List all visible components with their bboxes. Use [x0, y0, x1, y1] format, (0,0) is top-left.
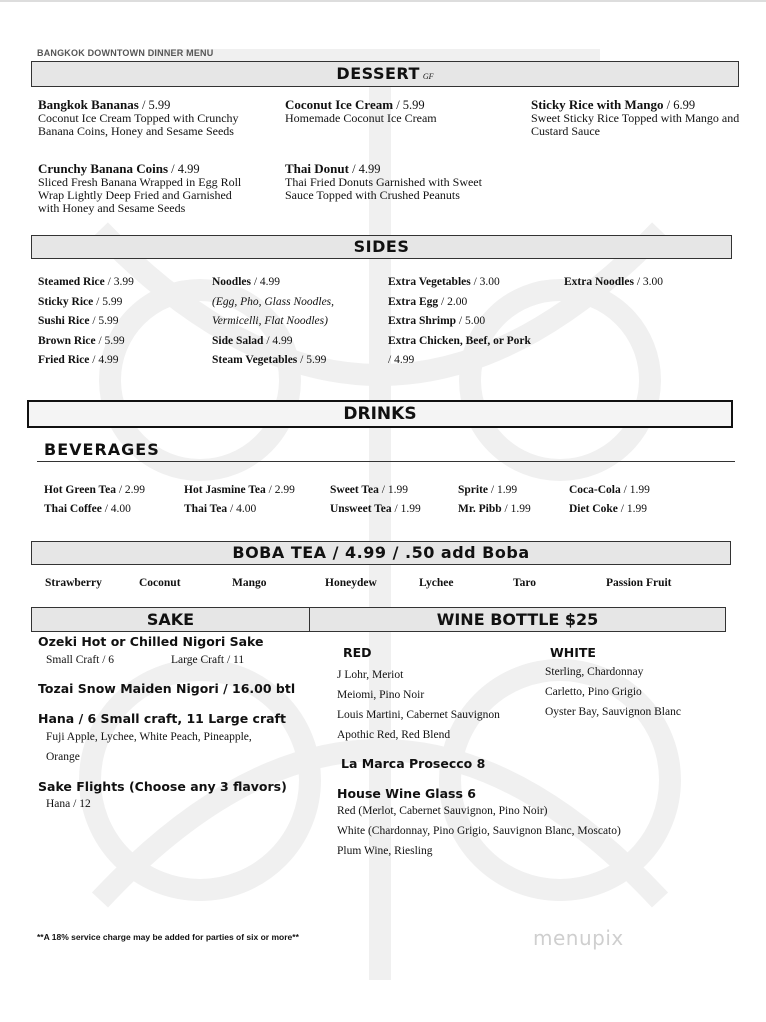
beverage-item: Sprite / 1.99 [458, 484, 518, 496]
side-item: Extra Vegetables / 3.00 [388, 276, 500, 288]
beverage-item: Thai Coffee / 4.00 [44, 503, 131, 515]
wine-house-list [337, 801, 621, 861]
menupix-watermark: menupix [533, 926, 624, 950]
noodles-note: Vermicelli, Flat Noodles) [212, 315, 328, 328]
sides-column-rice [38, 273, 208, 371]
side-item: Side Salad / 4.99 [212, 334, 293, 347]
boba-flavor: Taro [513, 577, 537, 589]
noodles-note: (Egg, Pho, Glass Noodles, [212, 295, 335, 308]
wine-item: Sterling, Chardonnay [545, 666, 644, 678]
side-item: Steamed Rice / 3.99 [38, 276, 134, 288]
beverage-column [330, 481, 421, 519]
beverage-column [184, 481, 295, 519]
dessert-title: DESSERT [336, 64, 420, 83]
sake-ozeki-name: Ozeki Hot or Chilled Nigori Sake [38, 634, 264, 649]
sake-hana-flavors: Fuji Apple, Lychee, White Peach, Pineapple, Orange [46, 731, 252, 763]
wine-prosecco: La Marca Prosecco 8 [341, 756, 486, 771]
side-item-price: / 4.99 [388, 354, 415, 367]
wine-red-title: RED [343, 645, 372, 660]
side-item: Extra Chicken, Beef, or Pork [388, 334, 531, 347]
beverage-column [569, 481, 650, 519]
wine-item: Meiomi, Pino Noir [337, 689, 425, 701]
sides-header [31, 235, 732, 259]
service-charge-note: **A 18% service charge may be added for parties of six or more** [37, 932, 299, 942]
sides-column-noodles-extra [564, 273, 724, 293]
sake-title: SAKE [146, 610, 195, 629]
dessert-item: Sticky Rice with Mango / 6.99 Sweet Sticky Rice Topped with Mango and Custard Sauce [531, 97, 740, 138]
sake-ozeki-small: Small Craft / 6 [46, 654, 115, 666]
menu-subtitle: BANGKOK DOWNTOWN DINNER MENU [37, 48, 214, 58]
wine-item: White (Chardonnay, Pino Grigio, Sauvignon Blanc, Moscato) [337, 825, 621, 837]
sides-column-extras [388, 273, 563, 371]
wine-red-list [337, 665, 500, 745]
side-item: Sushi Rice / 5.99 [38, 315, 119, 328]
dessert-item: Bangkok Bananas / 5.99 Coconut Ice Cream Topped with Crunchy Banana Coins, Honey and Sesame Seeds [38, 97, 239, 138]
dessert-item: Thai Donut / 4.99 Thai Fried Donuts Garnished with Sweet Sauce Topped with Crushed Peanuts [285, 161, 482, 202]
sake-ozeki-large: Large Craft / 11 [171, 654, 245, 666]
side-item: Sticky Rice / 5.99 [38, 295, 123, 308]
wine-white-list [545, 662, 681, 722]
sake-flights-price: Hana / 12 [46, 798, 91, 810]
side-item: Extra Shrimp / 5.00 [388, 315, 486, 328]
beverage-item: Coca-Cola / 1.99 [569, 484, 650, 496]
beverage-item: Sweet Tea / 1.99 [330, 484, 408, 496]
wine-item: Oyster Bay, Sauvignon Blanc [545, 706, 681, 718]
boba-flavor: Passion Fruit [606, 577, 672, 589]
wine-item: Apothic Red, Red Blend [337, 729, 451, 741]
side-item: Extra Noodles / 3.00 [564, 276, 664, 288]
sides-title: SIDES [353, 237, 410, 256]
wine-house-title: House Wine Glass 6 [337, 786, 476, 801]
beverage-item: Thai Tea / 4.00 [184, 503, 257, 515]
wine-item: J Lohr, Meriot [337, 669, 404, 681]
boba-header [31, 541, 731, 565]
gluten-free-tag: GF [422, 72, 434, 81]
boba-flavor: Honeydew [325, 577, 377, 589]
top-divider [0, 0, 766, 2]
beverages-title: BEVERAGES [44, 440, 160, 459]
wine-white-title: WHITE [550, 645, 596, 660]
beverage-column [458, 481, 531, 519]
side-item: Noodles / 4.99 [212, 276, 281, 288]
boba-flavor: Mango [232, 577, 267, 589]
dessert-header [31, 61, 739, 87]
beverage-item: Hot Jasmine Tea / 2.99 [184, 484, 295, 496]
beverages-divider [37, 461, 735, 462]
beverage-column [44, 481, 145, 519]
boba-flavor: Lychee [419, 577, 454, 589]
drinks-header [27, 400, 733, 428]
side-item: Steam Vegetables / 5.99 [212, 354, 327, 367]
beverage-item: Hot Green Tea / 2.99 [44, 484, 146, 496]
wine-item: Carletto, Pino Grigio [545, 686, 642, 698]
dessert-item: Coconut Ice Cream / 5.99 Homemade Coconut Ice Cream [285, 97, 437, 125]
wine-item: Louis Martini, Cabernet Sauvignon [337, 709, 500, 721]
wine-header [309, 607, 726, 632]
sake-flights-name: Sake Flights (Choose any 3 flavors) [38, 779, 287, 794]
side-item: Fried Rice / 4.99 [38, 354, 119, 367]
drinks-title: DRINKS [343, 404, 417, 424]
beverage-item: Mr. Pibb / 1.99 [458, 503, 531, 515]
boba-flavor: Coconut [139, 577, 181, 589]
wine-item: Plum Wine, Riesling [337, 845, 433, 857]
side-item: Extra Egg / 2.00 [388, 295, 468, 308]
side-item: Brown Rice / 5.99 [38, 334, 125, 347]
dessert-item: Crunchy Banana Coins / 4.99 Sliced Fresh Banana Wrapped in Egg Roll Wrap Lightly Deep Fried and Garnished with Honey and Sesame Seeds [38, 161, 242, 215]
wine-title: WINE BOTTLE $25 [436, 610, 599, 629]
sake-tozai: Tozai Snow Maiden Nigori / 16.00 btl [38, 681, 296, 696]
boba-flavor: Strawberry [45, 577, 102, 589]
beverage-item: Diet Coke / 1.99 [569, 503, 647, 515]
sides-column-noodles [212, 273, 387, 371]
sake-header [31, 607, 310, 632]
beverage-item: Unsweet Tea / 1.99 [330, 503, 421, 515]
sake-hana: Hana / 6 Small craft, 11 Large craft [38, 711, 286, 726]
wine-item: Red (Merlot, Cabernet Sauvignon, Pino Noir) [337, 805, 548, 817]
boba-title: BOBA TEA / 4.99 / .50 add Boba [232, 543, 530, 562]
